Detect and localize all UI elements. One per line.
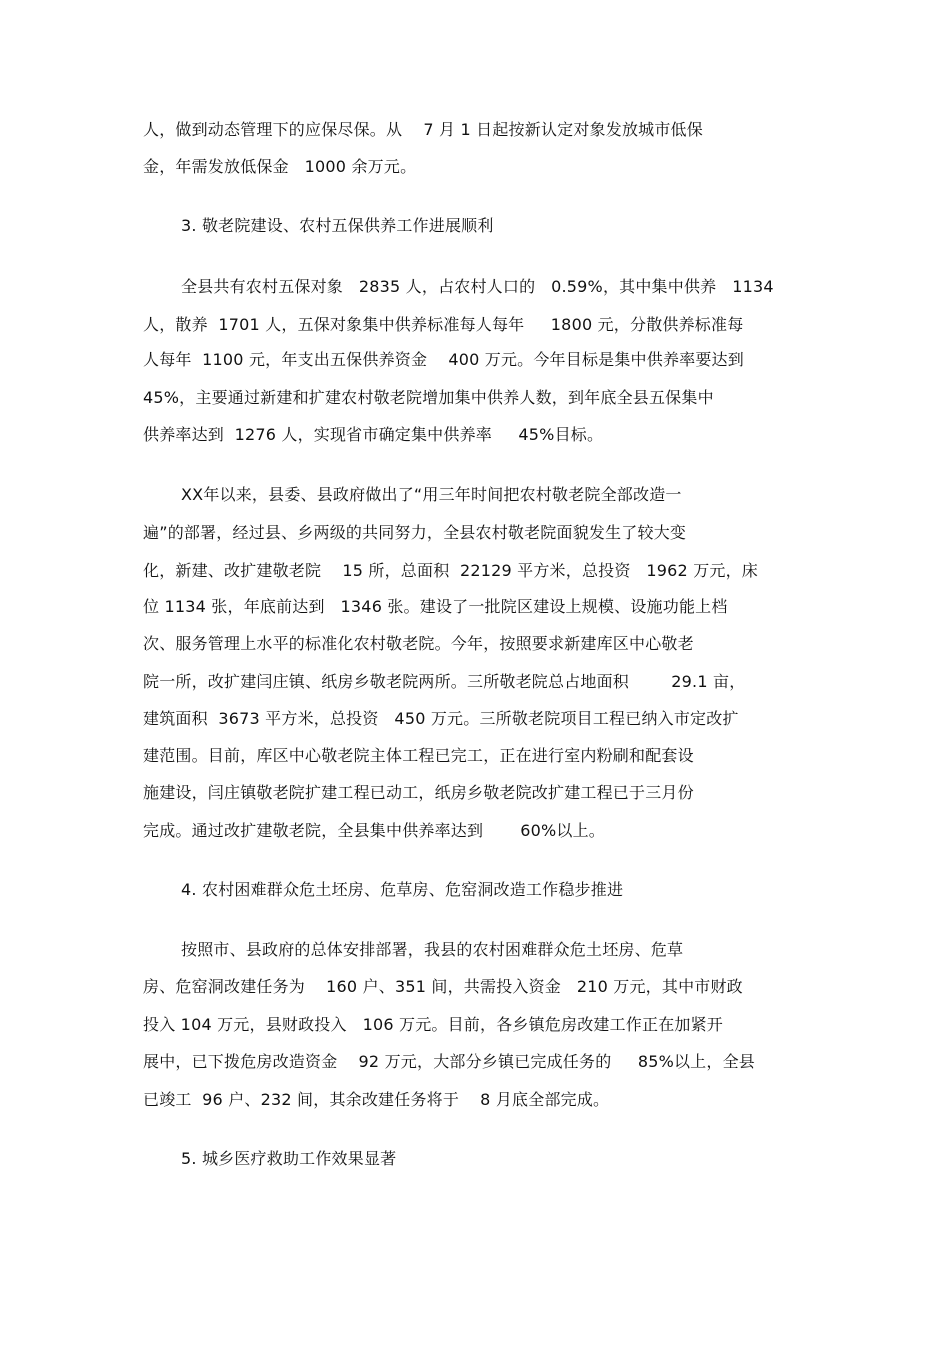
paragraph-line: XX年以来，县委、县政府做出了“用三年时间把农村敬老院全部改造一 <box>181 485 682 504</box>
paragraph-line: 完成。通过改扩建敬老院，全县集中供养率达到 60%以上。 <box>143 821 605 840</box>
paragraph-line: 按照市、县政府的总体安排部署，我县的农村困难群众危土坯房、危草 <box>181 940 684 959</box>
paragraph-line: 已竣工 96 户、232 间，其余改建任务将于 8 月底全部完成。 <box>143 1090 610 1109</box>
paragraph-line: 展中，已下拨危房改造资金 92 万元，大部分乡镇已完成任务的 85%以上，全县 <box>143 1052 755 1071</box>
paragraph-line: 遍”的部署，经过县、乡两级的共同努力，全县农村敬老院面貌发生了较大变 <box>143 523 687 542</box>
paragraph-line: 院一所，改扩建闫庄镇、纸房乡敬老院两所。三所敬老院总占地面积 29.1 亩， <box>143 672 746 691</box>
paragraph-line: 建范围。目前，库区中心敬老院主体工程已完工，正在进行室内粉刷和配套设 <box>143 746 694 765</box>
section-heading-5: 5. 城乡医疗救助工作效果显著 <box>181 1149 397 1168</box>
section-heading-4: 4. 农村困难群众危土坯房、危草房、危窑洞改造工作稳步推进 <box>181 880 624 899</box>
paragraph-line: 人，散养 1701 人，五保对象集中供养标准每人每年 1800 元，分散供养标准每 <box>143 315 744 334</box>
paragraph-line: 45%，主要通过新建和扩建农村敬老院增加集中供养人数，到年底全县五保集中 <box>143 388 714 407</box>
paragraph-line: 建筑面积 3673 平方米，总投资 450 万元。三所敬老院项目工程已纳入市定改扩 <box>143 709 739 728</box>
paragraph-line: 人每年 1100 元，年支出五保供养资金 400 万元。今年目标是集中供养率要达到 <box>143 350 744 369</box>
paragraph-line: 位 1134 张，年底前达到 1346 张。建设了一批院区建设上规模、设施功能上档 <box>143 597 728 616</box>
paragraph-line: 房、危窑洞改建任务为 160 户、351 间，共需投入资金 210 万元，其中市财政 <box>143 977 743 996</box>
paragraph-line: 施建设，闫庄镇敬老院扩建工程已动工，纸房乡敬老院改扩建工程已于三月份 <box>143 783 694 802</box>
paragraph-line: 投入 104 万元，县财政投入 106 万元。目前，各乡镇危房改建工作正在加紧开 <box>143 1015 723 1034</box>
paragraph-line: 人，做到动态管理下的应保尽保。从 7 月 1 日起按新认定对象发放城市低保 <box>143 120 703 139</box>
paragraph-line: 供养率达到 1276 人，实现省市确定集中供养率 45%目标。 <box>143 425 604 444</box>
paragraph-line: 金，年需发放低保金 1000 余万元。 <box>143 157 417 176</box>
section-heading-3: 3. 敬老院建设、农村五保供养工作进展顺利 <box>181 216 494 235</box>
paragraph-line: 化，新建、改扩建敬老院 15 所，总面积 22129 平方米，总投资 1962 万元，床 <box>143 561 759 580</box>
paragraph-line: 全县共有农村五保对象 2835 人，占农村人口的 0.59%，其中集中供养 1134 <box>181 277 774 296</box>
paragraph-line: 次、服务管理上水平的标准化农村敬老院。今年，按照要求新建库区中心敬老 <box>143 634 694 653</box>
